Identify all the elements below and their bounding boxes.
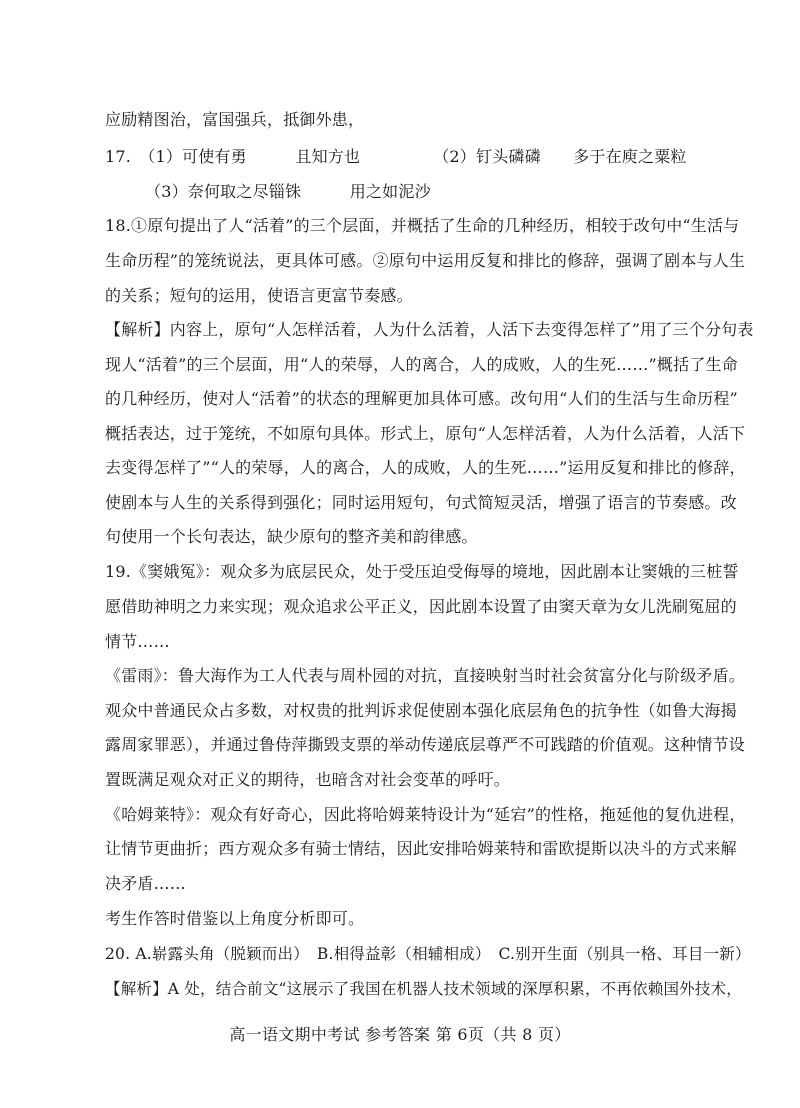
answer-17-line: （3）奈何取之尽锱铢 用之如泥沙 (145, 182, 431, 201)
answer-18-line: 生命历程”的笼统说法，更具体可感。②原句中运用反复和排比的修辞，强调了剧本与人生 (105, 251, 746, 270)
page-footer: 高一语文期中考试 参考答案 第 6页（共 8 页） (229, 1025, 571, 1044)
analysis-line: 【解析】A 处，结合前文“这展示了我国在机器人技术领域的深厚积累，不再依赖国外技术， (105, 980, 742, 998)
answer-20-line: 20. A.崭露头角（脱颖而出） B.相得益彰（相辅相成） C.别开生面（别具一格、耳目一新） (105, 945, 751, 963)
answer-19-line: 让情节更曲折；西方观众多有骑士情结，因此安排哈姆莱特和雷欧提斯以决斗的方式来解 (105, 839, 737, 858)
answer-19-line: 考生作答时借鉴以上角度分析即可。 (105, 909, 365, 928)
text-line: 应励精图治，富国强兵，抵御外患， (105, 110, 365, 129)
answer-19-line: 《雷雨》：鲁大海作为工人代表与周朴园的对抗，直接映射当时社会贫富分化与阶级矛盾。 (105, 666, 746, 685)
answer-19-line: 19.《窦娥冤》：观众多为底层民众，处于受压迫受侮辱的境地，因此剧本让窦娥的三桩誓 (105, 562, 739, 581)
analysis-line: 的几种经历，使对人“活着”的状态的理解更加具体可感。改句用“人们的生活与生命历程” (105, 389, 738, 408)
analysis-line: 【解析】内容上，原句“人怎样活着，人为什么活着，人活下去变得怎样了”用了三个分句表 (105, 320, 754, 339)
analysis-line: 概括表达，过于笼统，不如原句具体。形式上，原句“人怎样活着，人为什么活着，人活下 (105, 424, 746, 443)
analysis-line: 去变得怎样了”“人的荣辱，人的离合，人的成败，人的生死……”运用反复和排比的修辞， (105, 458, 746, 477)
answer-19-line: 《哈姆莱特》：观众有好奇心，因此将哈姆莱特设计为“延宕”的性格，拖延他的复仇进程， (105, 805, 746, 824)
analysis-line: 现人“活着”的三个层面，用“人的荣辱，人的离合，人的成败，人的生死……”概括了生命 (105, 355, 738, 374)
answer-19-line: 置既满足观众对正义的期待，也暗含对社会变革的呼吁。 (105, 770, 511, 789)
answer-19-line: 愿借助神明之力来实现；观众追求公平正义，因此剧本设置了由窦天章为女儿洗刷冤屈的 (105, 597, 737, 616)
answer-19-line: 决矛盾…… (105, 874, 187, 893)
answer-19-line: 情节…… (105, 632, 170, 651)
analysis-line: 句使用一个长句表达，缺少原句的整齐美和韵律感。 (105, 527, 478, 546)
answer-18-line: 的关系；短句的运用，使语言更富节奏感。 (105, 286, 413, 305)
answer-18-line: 18.①原句提出了人“活着”的三个层面，并概括了生命的几种经历，相较于改句中“生活与 (105, 216, 740, 235)
analysis-line: 使剧本与人生的关系得到强化；同时运用短句，句式简短灵活，增强了语言的节奏感。改 (105, 493, 737, 512)
answer-19-line: 露周家罪恶），并通过鲁侍萍撕毁支票的举动传递底层尊严不可践踏的价值观。这种情节设 (105, 735, 746, 754)
answer-19-line: 观众中普通民众占多数，对权贵的批判诉求促使剧本强化底层角色的抗争性（如鲁大海揭 (105, 701, 737, 720)
answer-17-line: 17. （1）可使有勇 且知方也 （2）钉头磷磷 多于在庾之粟粒 (105, 147, 687, 166)
